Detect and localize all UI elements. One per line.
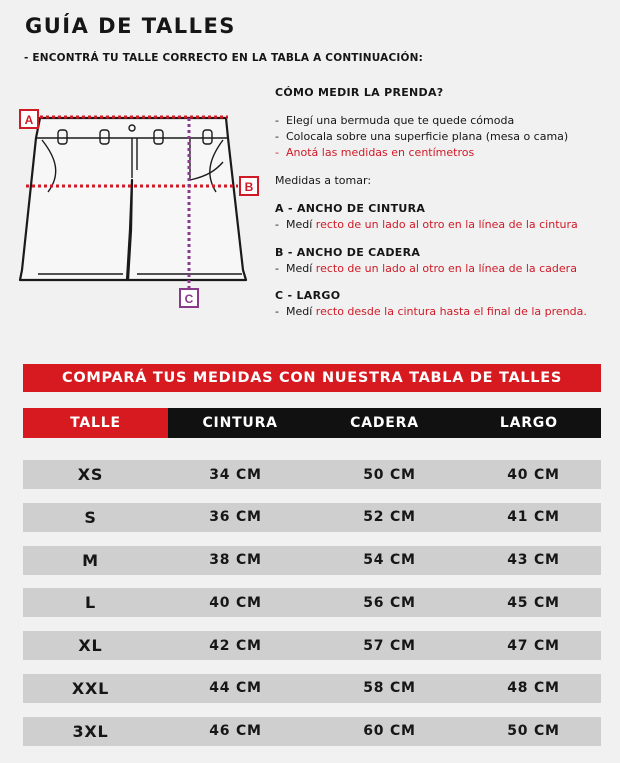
guide-step: - Colocala sobre una superficie plana (mesa o cama) xyxy=(275,129,615,145)
header-largo: LARGO xyxy=(499,415,558,431)
measure-b-desc: - Medí recto de un lado al otro en la línea de la cadera xyxy=(275,261,615,277)
waist-cell: 38 CM xyxy=(209,552,262,569)
size-table-body xyxy=(23,460,601,760)
length-cell: 41 CM xyxy=(507,509,560,526)
size-table-banner: COMPARÁ TUS MEDIDAS CON NUESTRA TABLA DE TALLES xyxy=(23,364,601,392)
label-a: A xyxy=(24,113,34,127)
guide-step: - Anotá las medidas en centímetros xyxy=(275,145,615,161)
size-cell: L xyxy=(85,593,96,613)
measure-guide xyxy=(275,85,615,320)
header-cintura: CINTURA xyxy=(202,415,278,431)
hip-cell: 52 CM xyxy=(363,509,416,526)
measure-c-desc: - Medí recto desde la cintura hasta el final de la prenda. xyxy=(275,304,615,320)
size-cell: M xyxy=(82,550,99,570)
length-cell: 47 CM xyxy=(507,637,560,654)
header-cadera: CADERA xyxy=(350,415,419,431)
guide-heading: CÓMO MEDIR LA PRENDA? xyxy=(275,86,444,99)
table-row xyxy=(23,631,601,660)
measures-title: Medidas a tomar: xyxy=(275,173,372,187)
size-cell: 3XL xyxy=(72,721,109,741)
waist-cell: 34 CM xyxy=(209,466,262,483)
shorts-diagram xyxy=(18,100,268,330)
length-cell: 48 CM xyxy=(507,680,560,697)
label-c: C xyxy=(184,292,194,306)
size-cell: S xyxy=(84,507,97,527)
measure-c-title: C - LARGO xyxy=(275,289,341,303)
waist-cell: 36 CM xyxy=(209,509,262,526)
hip-cell: 54 CM xyxy=(363,552,416,569)
length-cell: 43 CM xyxy=(507,552,560,569)
table-row xyxy=(23,546,601,575)
header-talle: TALLE xyxy=(23,408,168,438)
hip-cell: 58 CM xyxy=(363,680,416,697)
waist-cell: 40 CM xyxy=(209,594,262,611)
waist-cell: 42 CM xyxy=(209,637,262,654)
length-cell: 45 CM xyxy=(507,594,560,611)
label-b: B xyxy=(244,180,254,194)
size-table-header xyxy=(23,408,601,438)
size-cell: XL xyxy=(78,636,103,656)
table-row xyxy=(23,460,601,489)
length-cell: 50 CM xyxy=(507,723,560,740)
measure-b-title: B - ANCHO DE CADERA xyxy=(275,245,421,259)
length-cell: 40 CM xyxy=(507,466,560,483)
size-cell: XS xyxy=(77,465,104,484)
measure-a-desc: - Medí recto de un lado al otro en la línea de la cintura xyxy=(275,217,615,233)
hip-cell: 56 CM xyxy=(363,594,416,611)
table-row xyxy=(23,503,601,532)
guide-step: - Elegí una bermuda que te quede cómoda xyxy=(275,113,615,129)
hip-cell: 50 CM xyxy=(363,466,416,483)
measure-a-title: A - ANCHO DE CINTURA xyxy=(275,201,426,215)
hip-cell: 57 CM xyxy=(363,637,416,654)
table-row xyxy=(23,717,601,746)
size-cell: XXL xyxy=(71,678,110,698)
table-row xyxy=(23,588,601,617)
table-row xyxy=(23,674,601,703)
waist-cell: 44 CM xyxy=(209,680,262,697)
hip-cell: 60 CM xyxy=(363,723,416,740)
page-subtitle: - ENCONTRÁ TU TALLE CORRECTO EN LA TABLA A CONTINUACIÓN: xyxy=(24,52,424,64)
page-title: GUÍA DE TALLES xyxy=(25,14,236,38)
waist-cell: 46 CM xyxy=(209,723,262,740)
